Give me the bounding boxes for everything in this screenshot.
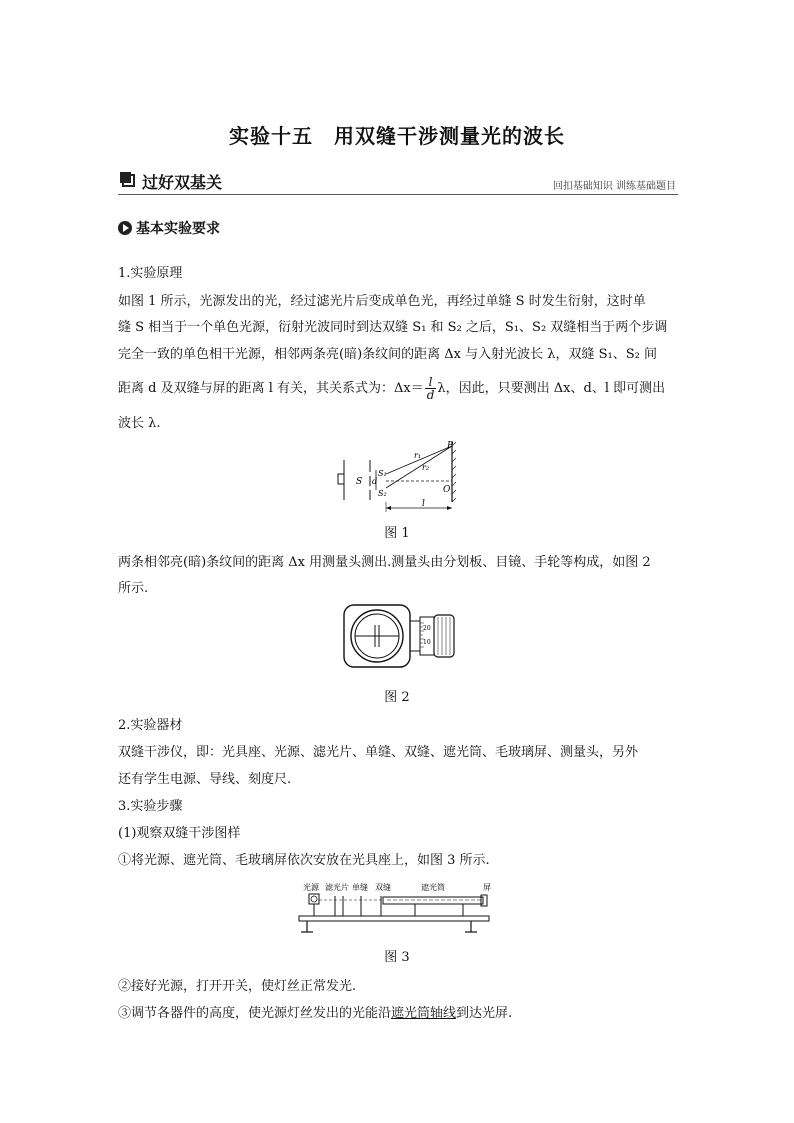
steps-subheading: (1)观察双缝干涉图样 bbox=[118, 826, 241, 841]
step-3 bbox=[118, 1002, 512, 1021]
label-light-source: 光源 bbox=[303, 883, 319, 892]
principle-line-4 bbox=[118, 376, 665, 401]
page-title: 实验十五 用双缝干涉测量光的波长 bbox=[229, 124, 565, 148]
step-1: ①将光源、遮光筒、毛玻璃屏依次安放在光具座上，如图 3 所示. bbox=[118, 853, 490, 868]
label-O: O bbox=[443, 485, 451, 495]
subsection-heading bbox=[118, 218, 220, 238]
figure-3-optical-bench bbox=[295, 880, 500, 935]
play-circle-icon bbox=[118, 221, 132, 235]
subsection-text: 基本实验要求 bbox=[136, 221, 220, 237]
figure-3-caption: 图 3 bbox=[384, 950, 410, 965]
scale-label-bottom: 10 bbox=[423, 639, 431, 646]
section-subtitle: 回扣基础知识 训练基础题目 bbox=[552, 181, 676, 192]
principle-line-3: 完全一致的单色相干光源，相邻两条亮(暗)条纹间的距离 Δx 与入射光波长 λ，双缝 S₁、S₂ 间 bbox=[118, 347, 657, 362]
measure-line-1: 两条相邻亮(暗)条纹间的距离 Δx 用测量头测出.测量头由分划板、目镜、手轮等构成，如图 2 bbox=[118, 555, 651, 570]
figure-1-caption: 图 1 bbox=[384, 526, 410, 541]
label-filter: 滤光片 bbox=[325, 883, 349, 892]
label-r2: r₂ bbox=[422, 463, 430, 472]
principle-line-4b: λ，因此，只要测出 Δx、d、l 即可测出 bbox=[437, 381, 666, 396]
heading-materials: 2.实验器材 bbox=[118, 718, 183, 733]
label-r1: r₁ bbox=[414, 451, 422, 460]
formula-fraction bbox=[425, 376, 437, 401]
step-3-text-a: ③调节各器件的高度，使光源灯丝发出的光能沿 bbox=[118, 1006, 392, 1021]
step-2: ②接好光源，打开开关，使灯丝正常发光. bbox=[118, 979, 357, 994]
measure-line-2: 所示. bbox=[118, 581, 149, 596]
label-l: l bbox=[422, 499, 425, 509]
scale-label-top: 20 bbox=[423, 625, 431, 632]
fraction-numerator: l bbox=[425, 376, 437, 389]
label-S2: S₂ bbox=[378, 489, 387, 498]
figure-2-caption: 图 2 bbox=[384, 690, 410, 705]
section-title: 过好双基关 bbox=[142, 173, 223, 192]
section-book-icon bbox=[120, 172, 135, 187]
principle-line-1: 如图 1 所示，光源发出的光，经过滤光片后变成单色光，再经过单缝 S 时发生衍射，这时单 bbox=[118, 294, 646, 309]
materials-line-1: 双缝干涉仪，即：光具座、光源、滤光片、单缝、双缝、遮光筒、毛玻璃屏、测量头，另外 bbox=[118, 745, 639, 760]
label-single-slit: 单缝 bbox=[352, 883, 368, 892]
figure-2-measuring-head bbox=[340, 603, 458, 669]
label-d: d bbox=[372, 477, 378, 486]
step-3-underlined: 遮光筒轴线 bbox=[391, 1006, 457, 1021]
label-double-slit: 双缝 bbox=[375, 883, 391, 892]
principle-line-4a: 距离 d 及双缝与屏的距离 l 有关，其关系式为：Δx＝ bbox=[118, 381, 424, 396]
label-tube: 遮光筒 bbox=[421, 883, 445, 892]
label-S: S bbox=[356, 477, 363, 487]
fraction-denominator: d bbox=[426, 388, 435, 402]
label-S1: S₁ bbox=[378, 469, 387, 478]
materials-line-2: 还有学生电源、导线、刻度尺. bbox=[118, 772, 292, 787]
principle-line-5: 波长 λ. bbox=[118, 416, 161, 431]
step-3-text-b: 到达光屏. bbox=[456, 1006, 513, 1021]
label-P: P bbox=[447, 441, 454, 451]
heading-principle: 1.实验原理 bbox=[118, 266, 183, 281]
label-screen: 屏 bbox=[483, 883, 491, 892]
figure-1-double-slit-diagram bbox=[330, 440, 470, 518]
heading-steps: 3.实验步骤 bbox=[118, 799, 183, 814]
principle-line-2: 缝 S 相当于一个单色光源，衍射光波同时到达双缝 S₁ 和 S₂ 之后，S₁、S₂ 双缝相当于两个步调 bbox=[118, 320, 668, 335]
